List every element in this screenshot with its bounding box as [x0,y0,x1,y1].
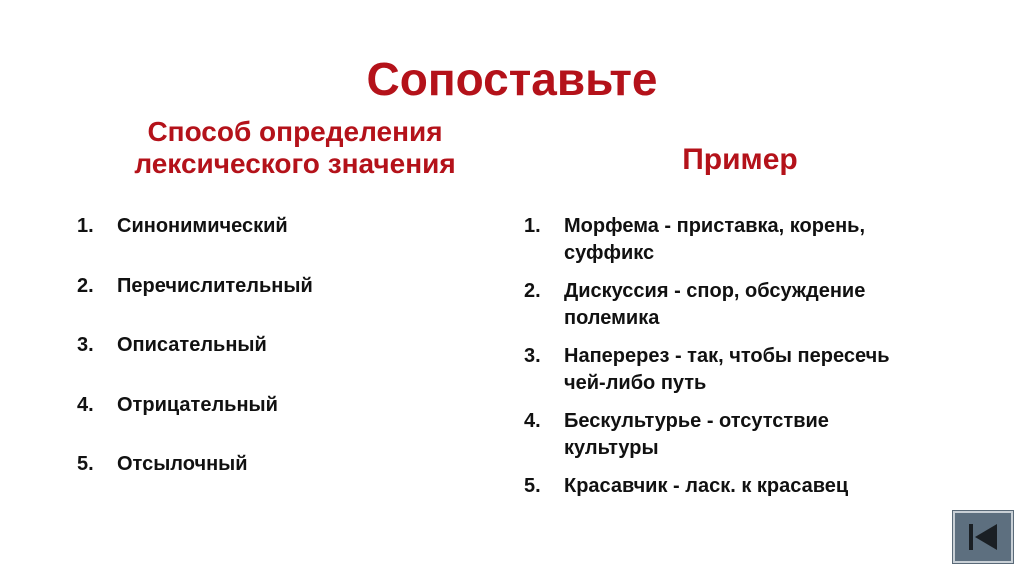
list-item [524,278,944,332]
list-item-text [564,343,944,397]
examples-list [524,213,944,511]
list-item [77,392,437,452]
list-item-text [564,213,944,267]
list-item-line1: Наперерез - так, чтобы пересечь [564,345,890,367]
list-item [77,273,437,333]
list-item-number: 4. [524,410,541,432]
list-item [524,343,944,397]
list-item-text: Синонимический [117,215,288,237]
first-slide-icon [955,513,1011,561]
first-slide-button[interactable] [953,511,1013,563]
list-item [77,213,437,273]
methods-list [77,213,437,511]
list-item-line1: Бескультурье - отсутствие [564,410,829,432]
right-column-header: Пример [682,143,798,176]
list-item-number: 2. [524,280,541,302]
list-item [524,473,944,500]
list-item-line1: Морфема - приставка, корень, [564,215,866,237]
list-item-text [564,473,944,500]
list-item-line2: чей-либо путь [564,372,707,394]
list-item-text: Отрицательный [117,393,278,416]
list-item-number: 3. [77,334,94,356]
list-item-text [564,278,944,332]
list-item [524,408,944,462]
slide-title: Сопоставьте [366,53,658,105]
left-column-header [90,116,500,180]
list-item-line2: полемика [564,307,660,329]
list-item-line1: Красавчик - ласк. к красавец [564,475,849,497]
list-item-number: 4. [77,393,94,416]
list-item-text: Отсылочный [117,453,248,475]
list-item-number: 5. [524,475,541,497]
list-item [77,332,437,392]
list-item-number: 5. [77,453,94,475]
list-item-line2: суффикс [564,242,655,264]
list-item-number: 1. [524,215,541,237]
list-item [77,451,437,511]
list-item-number: 3. [524,345,541,367]
list-item-text: Описательный [117,334,267,356]
left-column-header-line2: лексического значения [134,148,456,180]
list-item [524,213,944,267]
list-item-number: 1. [77,215,94,237]
list-item-line1: Дискуссия - спор, обсуждение [564,280,866,302]
list-item-number: 2. [77,274,94,297]
list-item-text [564,408,944,462]
list-item-line2: культуры [564,437,659,459]
list-item-text: Перечислительный [117,274,313,297]
left-column-header-line1: Способ определения [147,116,443,147]
